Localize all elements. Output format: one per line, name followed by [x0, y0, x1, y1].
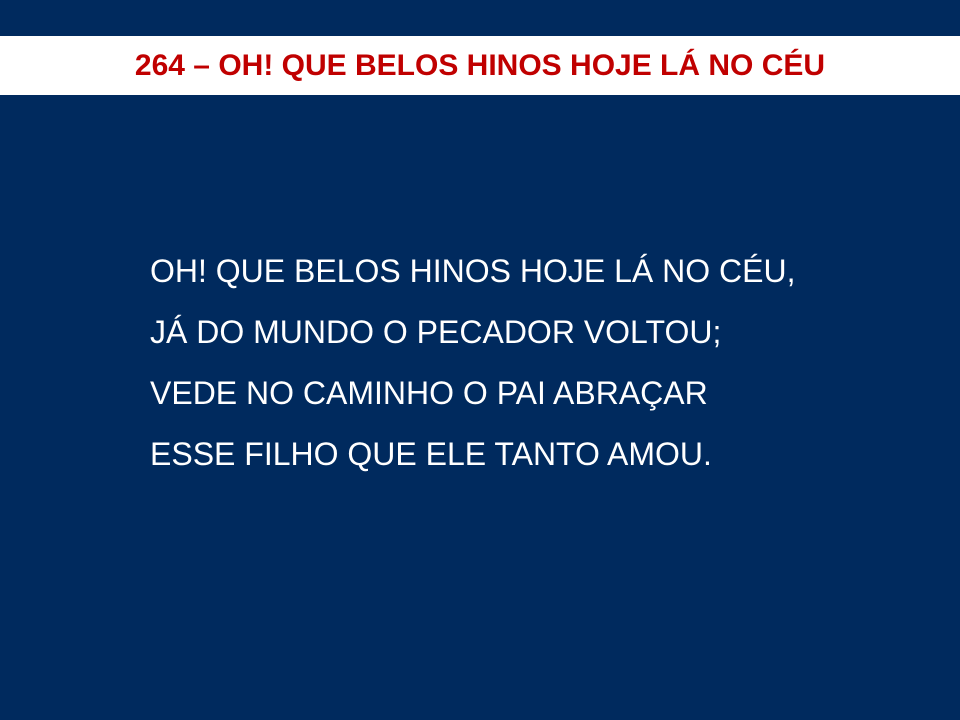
- hymn-title: 264 – OH! QUE BELOS HINOS HOJE LÁ NO CÉU: [134, 48, 826, 82]
- lyric-line-2: JÁ DO MUNDO O PECADOR VOLTOU;: [150, 314, 722, 350]
- lyric-line-3: VEDE NO CAMINHO O PAI ABRAÇAR: [150, 375, 708, 411]
- lyric-line-1: OH! QUE BELOS HINOS HOJE LÁ NO CÉU,: [150, 253, 796, 289]
- lyrics-block: [150, 255, 940, 499]
- title-band: [0, 36, 960, 95]
- lyric-line-4: ESSE FILHO QUE ELE TANTO AMOU.: [150, 436, 712, 472]
